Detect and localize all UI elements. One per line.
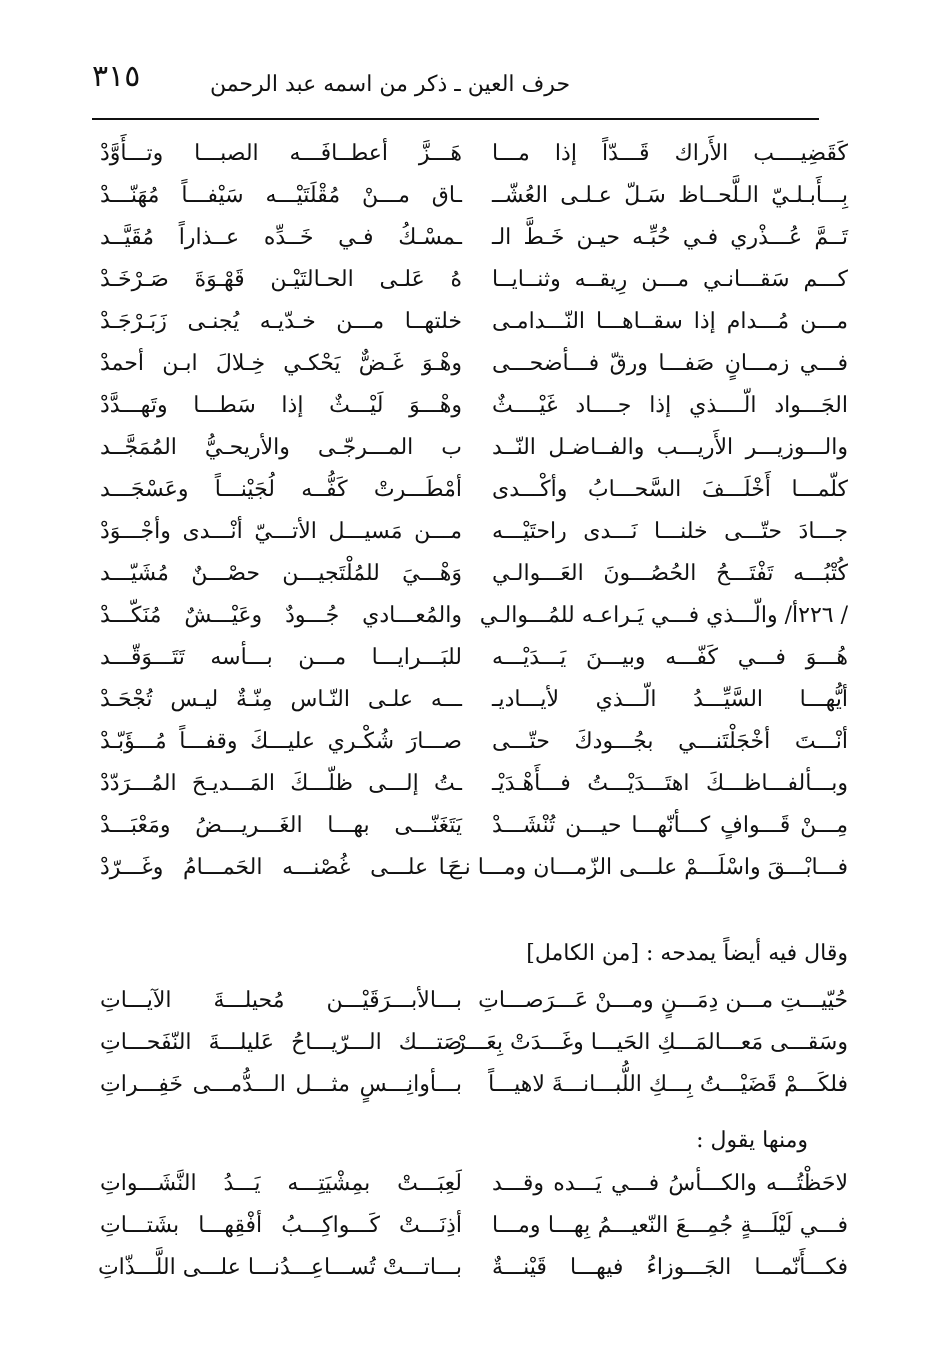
poem-intro-2 bbox=[100, 1128, 848, 1153]
verse-second-hemistich: وهْـــوَ لَيْـــثٌ إذا سَطـــا وتَهـــدَّدْ bbox=[100, 393, 462, 418]
verse-first-hemistich: كلّمـــا أَخْلَـــفَ السَّحـــابُ وأكْـــدى bbox=[492, 477, 848, 502]
verse-first-hemistich: بِـــأَبـلـيّ الـلَّحــاظ سَـلّ عـلـى العُشّــ bbox=[492, 183, 848, 208]
verse-line bbox=[0, 1205, 947, 1247]
verse-first-hemistich: حُيّيـــتِ مـــن دِمَـــنٍ ومـــنْ عَـــرَصـــاتِ bbox=[478, 988, 848, 1013]
verse-first-hemistich: هُـــوَ فـــي كَفّـــه وبيـــنَ يَـــدَيْـــه bbox=[492, 645, 848, 670]
verse-line bbox=[0, 301, 947, 343]
verse-line bbox=[0, 553, 947, 595]
poem-intro-2-text: ومنها يقول : bbox=[696, 1128, 808, 1153]
verse-second-hemistich: يَتَغَنّـــى بهـــا الغَـــريـــضُ ومَعْبَـــدْ bbox=[100, 813, 462, 838]
verse-second-hemistich: والمُعـــادي جُـــودٌ وعَيْـــشٌ مُنَكّـــدْ bbox=[100, 603, 462, 628]
verse-first-hemistich: فلكَـــمْ قَضَيْـــتُ بِـــكِ اللُّبـــانـــةَ لاهيـــاً bbox=[488, 1072, 848, 1097]
verse-first-hemistich: تَــمَّ عُـــذْري فـي حُبِّـه حيـن خَـطَّ الـ bbox=[492, 225, 848, 250]
verse-second-hemistich: خلتهــا مـــن خـدّيـه يُجنـى زَبَـرْجَـدْ bbox=[100, 309, 462, 334]
verse-first-hemistich: الجَـــواد الّــــذي إذا جــــاد غَيْــــثٌ bbox=[492, 393, 848, 418]
verse-second-hemistich: حَ علـــى غُصْنـــه الحَمـــامُ وغَـــرّدْ bbox=[100, 855, 462, 880]
verse-line bbox=[0, 595, 947, 637]
verse-first-hemistich: لاحَظْتُـــه والكـــأسُ فـــي يَـــده وقـــد bbox=[492, 1171, 848, 1196]
verse-first-hemistich: فكـــأَنّمـــا الجَـــوزاءُ فيهـــا قَيْنـــةٌ bbox=[492, 1255, 848, 1280]
verse-first-hemistich: فـــي لَيْلَـــةٍ جُمِـــعَ النّعيـــمُ بِهـــا ومـــا bbox=[492, 1213, 848, 1238]
verse-second-hemistich: هُ عَلـى الحـالتَيْـن قَهْـوَةَ صَـرْخَـدْ bbox=[100, 267, 462, 292]
verse-second-hemistich: أذِنَـــتْ كَـــواكِـــبُ أفْقِهـــا بشَتـــاتِ bbox=[100, 1213, 462, 1238]
verse-line bbox=[0, 847, 947, 889]
verse-line bbox=[0, 427, 947, 469]
verse-second-hemistich: ـــه علـى النّـاس مِنّـةٌ ليـس تُجْحَـدْ bbox=[100, 687, 462, 712]
header-rule bbox=[92, 118, 819, 120]
verse-first-hemistich: وسَقـــى مَعـــالمَـــكِ الحَيـــا وغَـــدَتْ بِعَـــرْ bbox=[454, 1030, 848, 1055]
verse-first-hemistich: جـــادَ حتّـــى خلنـــا نَـــدى راحتَيْـــه bbox=[492, 519, 848, 544]
verse-second-hemistich: بـــأوانِـــسٍ مثـــل الـــدُّمـــى خَفِـــراتِ bbox=[100, 1072, 462, 1097]
verse-second-hemistich: لَعِبَـــتْ بمِشْيَتِـــه يَـــدُ النَّشَـــواتِ bbox=[100, 1171, 462, 1196]
poem-intro-1: وقال فيه أيضاً يمدحه : [من الكامل] bbox=[526, 941, 848, 966]
verse-second-hemistich: صَتـــك الـــرّيـــاحُ عَليلـــةَ النّفَحـــاتِ bbox=[100, 1030, 462, 1055]
verse-line bbox=[0, 805, 947, 847]
verse-line bbox=[0, 679, 947, 721]
poem-block-2 bbox=[0, 980, 947, 1106]
verse-second-hemistich: ـتُ إلـــى ظلّـــكَ المَـــديـحَ المُـــرَدّدْ bbox=[100, 771, 462, 796]
verse-first-hemistich: أنْـــتَ أخْجَلْتَنـــي بجُـــودكَ حتّـــى bbox=[492, 729, 848, 754]
verse-first-hemistich: أيُّهـــا السَّيِّـــدُ الّـــذي لأيـــاديـ bbox=[492, 687, 848, 712]
verse-line bbox=[0, 469, 947, 511]
verse-second-hemistich: ـمسْـكُ فـي خَــدِّه عــذاراً مُقَيَّــد bbox=[100, 225, 462, 250]
verse-first-hemistich: مـــن مُـــدام إذا سقــاهـــا النّـــدامـى bbox=[492, 309, 848, 334]
verse-second-hemistich: للبَـــرايـــا مـــن بـــأسه تَتَـــوَقّـــد bbox=[100, 645, 462, 670]
verse-line bbox=[0, 1064, 947, 1106]
verse-line bbox=[0, 343, 947, 385]
verse-first-hemistich: مِـــنْ قَـــوافٍ كـــأنّهـــا حيـــن تُنْشَـــدْ bbox=[492, 813, 848, 838]
verse-line bbox=[0, 511, 947, 553]
verse-second-hemistich: هَـــزَّ أعطــافَـــه الصبـــا وتـــأَوَّدْ bbox=[100, 141, 462, 166]
verse-line bbox=[0, 385, 947, 427]
verse-line bbox=[0, 980, 947, 1022]
verse-line bbox=[0, 721, 947, 763]
verse-second-hemistich: أمْطَـــرتْ كَفُّــه لُجَيْنـــاً وعَسْجَـــد bbox=[100, 477, 462, 502]
verse-second-hemistich: ـاق مـــنْ مُقْلَتَيْـــه سَيْفـــاً مُهَنّـــدْ bbox=[100, 183, 462, 208]
verse-line bbox=[0, 637, 947, 679]
verse-second-hemistich: وهْـوَ غَـضٌّ يَحْكـي خِـلالَ ابـن أحمدْ bbox=[100, 351, 462, 376]
verse-line bbox=[0, 1022, 947, 1064]
verse-line bbox=[0, 763, 947, 805]
verse-line bbox=[0, 259, 947, 301]
verse-second-hemistich: صـــارَ شُكْـري عليـــكَ وقفـــاً مُـــؤَبّـدْ bbox=[100, 729, 462, 754]
verse-first-hemistich: فـــابْـــقَ واسْلَـــمْ علـــى الزّمـــان ومـــا نـــا bbox=[438, 855, 848, 880]
verse-first-hemistich: كـــم سَقـــانـي مـــن رِيقــه وثنــايــا bbox=[492, 267, 848, 292]
verse-second-hemistich: بـــالأبـــرَقَيْـــن مُحيلـــةَ الآيـــاتِ bbox=[100, 988, 462, 1013]
running-title: حرف العين ـ ذكر من اسمه عبد الرحمن bbox=[209, 72, 571, 97]
verse-first-hemistich: كَقَضِيــــب الأَراك قَـــدّاً إذا مـــا bbox=[492, 141, 848, 166]
verse-first-hemistich: كُتْبُـــه تَفْتَـــحُ الحُصُـــونَ العَـــوالـي bbox=[492, 561, 848, 586]
verse-second-hemistich: وَهْـــيَ للمُلْتَجيـــن حصْـــنٌ مُشَيّـــد bbox=[100, 561, 462, 586]
poem-block-1 bbox=[0, 133, 947, 889]
verse-first-hemistich: فـــي زمـــانٍ صَفـــا ورقّ فـــأضحـــى bbox=[492, 351, 848, 376]
verse-first-hemistich: والـــوزيـــر الأَريـــب والفــاضـل النّــد bbox=[492, 435, 848, 460]
verse-line bbox=[0, 133, 947, 175]
verse-line bbox=[0, 1163, 947, 1205]
page-number: ٣١٥ bbox=[92, 59, 141, 94]
verse-second-hemistich: مـــن مَسيـــل الأتـــيّ أنْـــدى وأجْـــوَدْ bbox=[100, 519, 462, 544]
verse-first-hemistich: / ٢٢٦أ/ والّـــذي فـــي يَـراعـه للمُـــوالـي bbox=[479, 603, 848, 628]
verse-second-hemistich: بـــاتـــتْ تُســـاعِـــدُنـــا علـــى اللَّـــذّاتِ bbox=[97, 1255, 462, 1280]
verse-second-hemistich: ب المـــرجّـى والأريحـيُّ المُمَجَّــد bbox=[100, 435, 462, 460]
poem-block-3 bbox=[0, 1163, 947, 1289]
verse-first-hemistich: وبـــألفـــاظـــكَ اهتَـــدَيْـــتُ فـــأَهْـدَيْـ bbox=[492, 771, 848, 796]
verse-line bbox=[0, 175, 947, 217]
verse-line bbox=[0, 217, 947, 259]
verse-line bbox=[0, 1247, 947, 1289]
